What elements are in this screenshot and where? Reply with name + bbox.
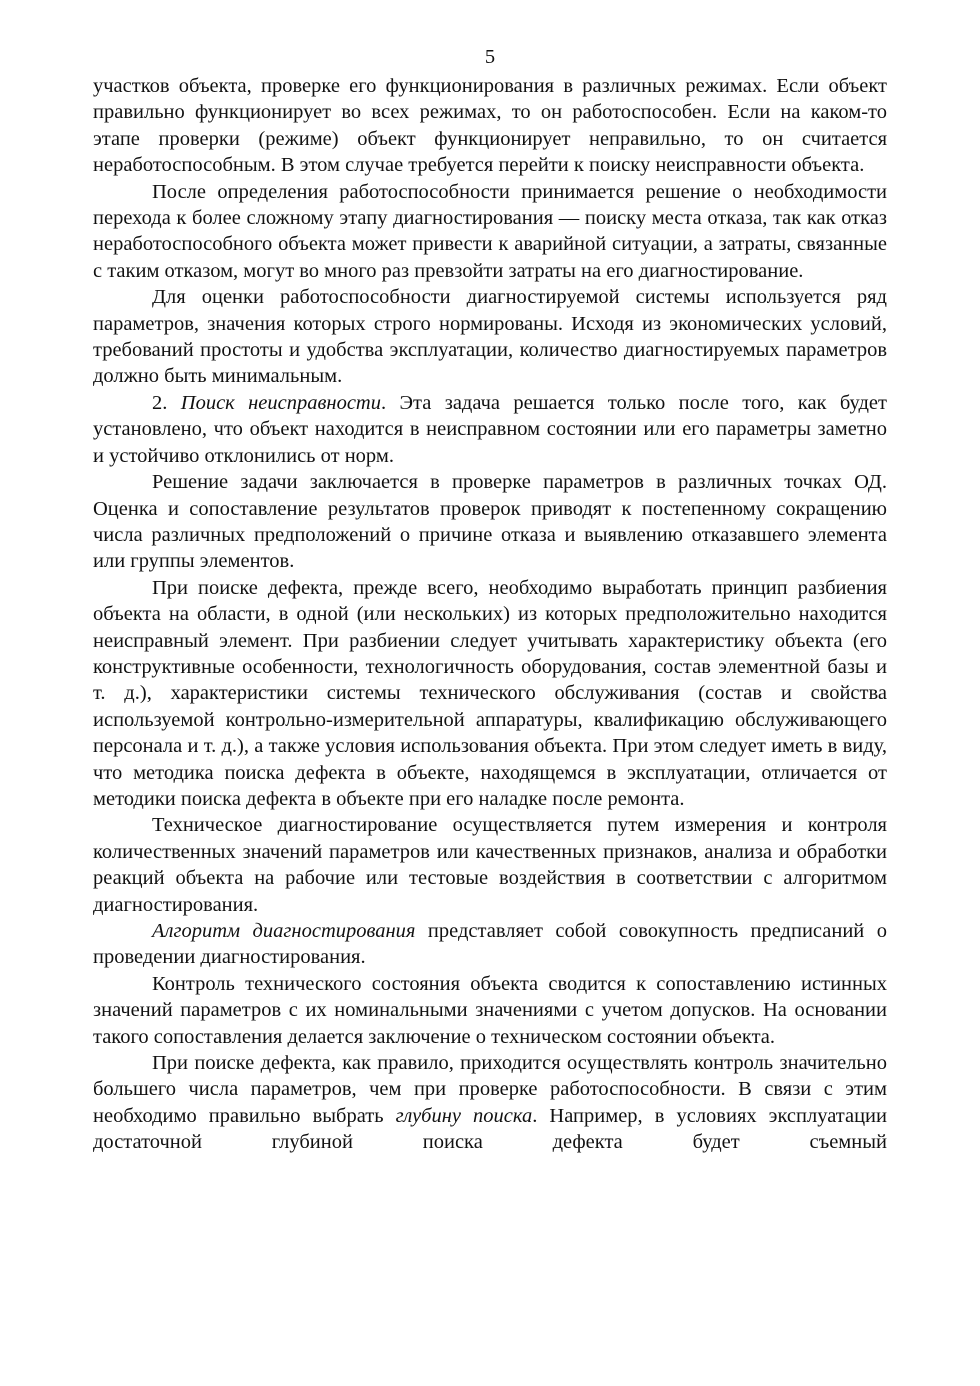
paragraph bbox=[93, 284, 887, 390]
italic-term: Поиск неисправности bbox=[180, 391, 381, 414]
text-run: Техническое диагностирование осуществляется путем измерения и контроля количественных значений параметров или качественных признаков, анализа и обработки реакций объекта на рабочие или тестовые воздействия в соответствии с алгоритмом диагностирования. bbox=[93, 814, 887, 916]
text-run: Решение задачи заключается в проверке параметров в различных точках ОД. Оценка и сопоставление результатов проверок приводят к постепенному сокращению числа различных предположений о причине отказа и выявлению отказавшего элемента или группы элементов. bbox=[93, 471, 887, 573]
paragraph bbox=[93, 812, 887, 918]
text-run: При поиске дефекта, прежде всего, необходимо выработать принцип разбиения объекта на области, в одной (или нескольких) из которых предположительно находится неисправный элемент. При разбиении следует учитывать характеристику объекта (его конструктивные особенности, технологичность оборудования, состав элементной базы и т. д.), характеристики системы технического обслуживания (состав и свойства используемой контрольно-измерительной аппаратуры, квалификацию обслуживающего персонала и т. д.), а также условия использования объекта. При этом следует иметь в виду, что методика поиска дефекта в объекте, находящемся в эксплуатации, отличается от методики поиска дефекта в объекте при его наладке после ремонта. bbox=[93, 576, 887, 810]
italic-term: глубину поиска bbox=[395, 1104, 533, 1127]
text-run: . Эта задача решается только после того, как будет установлено, что объект находится в неисправном состоянии или его параметры заметно и устойчиво отклонились от норм. bbox=[93, 391, 887, 467]
text-run: При поиске дефекта, как правило, приходится осуществлять контроль значительно большего числа параметров, чем при проверке работоспособности. В связи с этим необходимо правильно выбрать bbox=[93, 1052, 887, 1127]
paragraph bbox=[93, 918, 887, 971]
italic-term: Алгоритм диагностирования bbox=[152, 920, 416, 942]
paragraph bbox=[93, 469, 887, 575]
paragraph bbox=[93, 971, 887, 1050]
text-run: . Например, в условиях эксплуатации достаточной глубиной поиска дефекта будет съемный bbox=[93, 1104, 887, 1154]
paragraph bbox=[93, 390, 887, 469]
text-run: участков объекта, проверке его функционирования в различных режимах. Если объект правильно функционирует во всех режимах, то он работоспособен. Если на каком-то этапе проверки (режиме) объект функционирует неправильно, то он считается неработоспособным. В этом случае требуется перейти к поиску неисправности объекта. bbox=[93, 75, 887, 177]
text-run: 2. bbox=[152, 391, 181, 414]
page-number: 5 bbox=[484, 46, 496, 68]
text-run: представляет собой совокупность предписаний о проведении диагностирования. bbox=[93, 920, 887, 969]
text-run: Для оценки работоспособности диагностируемой системы используется ряд параметров, значения которых строго нормированы. Исходя из экономических условий, требований простоты и удобства эксплуатации, количество диагностируемых параметров должно быть минимальным. bbox=[93, 286, 887, 388]
paragraph bbox=[93, 575, 887, 813]
text-run: После определения работоспособности принимается решение о необходимости перехода к более сложному этапу диагностирования — поиску места отказа, так как отказ неработоспособного объекта может привести к аварийной ситуации, а затраты, связанные с таким отказом, могут во много раз превзойти затраты на его диагностирование. bbox=[93, 180, 887, 282]
text-run: Контроль технического состояния объекта сводится к сопоставлению истинных значений параметров с их номинальными значениями с учетом допусков. На основании такого сопоставления делается заключение о техническом состоянии объекта. bbox=[93, 972, 887, 1048]
document-page bbox=[93, 44, 887, 1156]
paragraph bbox=[93, 179, 887, 285]
paragraph bbox=[93, 73, 887, 179]
paragraph bbox=[93, 1050, 887, 1156]
body-text bbox=[93, 73, 887, 1156]
